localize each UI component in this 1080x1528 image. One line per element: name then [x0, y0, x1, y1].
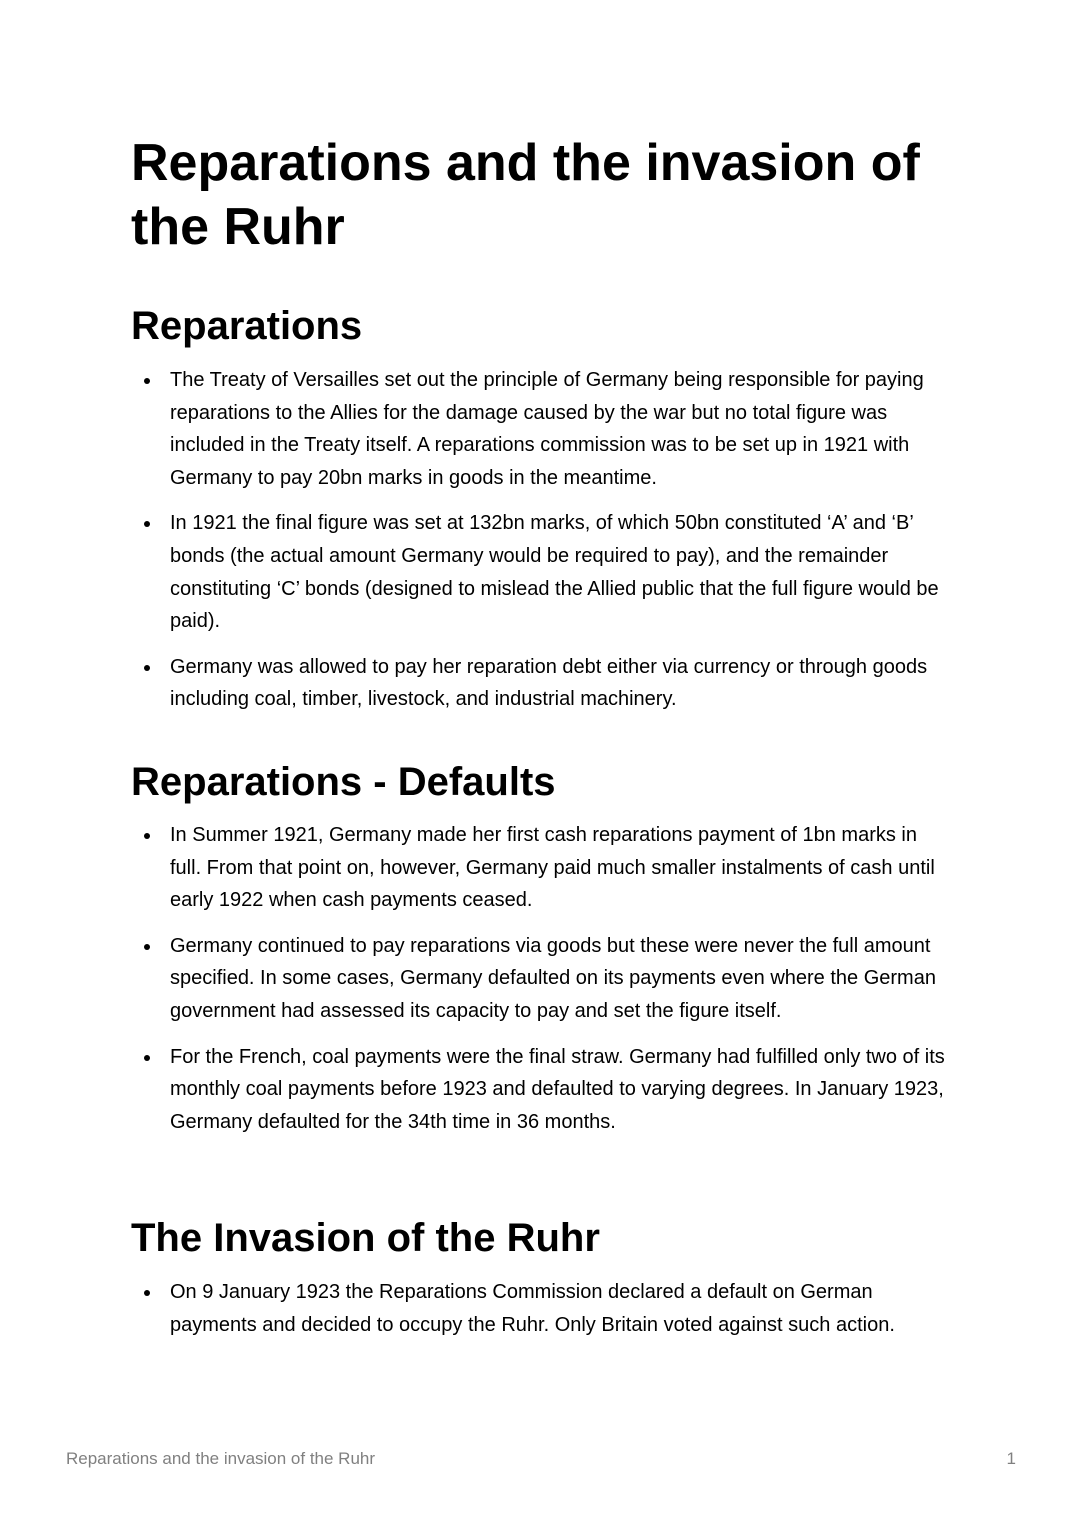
- bullet-list-reparations: [131, 364, 951, 729]
- section-heading-reparations: Reparations: [131, 304, 363, 348]
- bullet-icon: [144, 1290, 150, 1296]
- list-item: [131, 1041, 951, 1139]
- list-item: [131, 1276, 951, 1341]
- list-item: [131, 819, 951, 917]
- footer-page-number: 1: [1006, 1449, 1016, 1468]
- list-item: [131, 507, 951, 637]
- bullet-list-invasion: [131, 1276, 951, 1354]
- bullet-icon: [144, 833, 150, 839]
- list-item-text: The Treaty of Versailles set out the principle of Germany being responsible for paying reparations to the Allies for the damage caused by the war but no total figure was included in the Treaty itself. A reparations commission was to be set up in 1921 with Germany to pay 20bn marks in goods in the meantime.: [170, 369, 924, 489]
- section-heading-defaults: Reparations - Defaults: [131, 760, 556, 804]
- document-title: Reparations and the invasion of the Ruhr: [131, 134, 920, 256]
- list-item-text: Germany continued to pay reparations via goods but these were never the full amount specified. In some cases, Germany defaulted on its payments even where the German government had assessed its capacity to pay and set the figure itself.: [170, 934, 936, 1022]
- bullet-icon: [144, 665, 150, 671]
- section-heading-invasion: The Invasion of the Ruhr: [131, 1216, 600, 1260]
- list-item: [131, 930, 951, 1028]
- list-item-text: In 1921 the final figure was set at 132bn marks, of which 50bn constituted ‘A’ and ‘B’ bonds (the actual amount Germany would be required to pay), and the remainder constituting ‘C’ bonds (designed to mislead the Allied public that the full figure would be paid).: [170, 512, 939, 633]
- footer-document-title: Reparations and the invasion of the Ruhr: [66, 1449, 376, 1468]
- list-item-text: In Summer 1921, Germany made her first cash reparations payment of 1bn marks in full. From that point on, however, Germany paid much smaller instalments of cash until early 1922 when cash payments ceased.: [170, 824, 935, 912]
- list-item: [131, 364, 951, 494]
- bullet-icon: [144, 378, 150, 384]
- list-item-text: Germany was allowed to pay her reparation debt either via currency or through goods including coal, timber, livestock, and industrial machinery.: [170, 655, 928, 711]
- bullet-icon: [144, 944, 150, 950]
- bullet-list-defaults: [131, 819, 951, 1151]
- list-item-text: For the French, coal payments were the final straw. Germany had fulfilled only two of its monthly coal payments before 1923 and defaulted to varying degrees. In January 1923, Germany defaulted for the 34th time in 36 months.: [170, 1045, 945, 1133]
- bullet-icon: [144, 521, 150, 527]
- list-item: [131, 651, 951, 716]
- list-item-text: On 9 January 1923 the Reparations Commission declared a default on German payments and decided to occupy the Ruhr. Only Britain voted against such action.: [170, 1281, 895, 1336]
- bullet-icon: [144, 1055, 150, 1061]
